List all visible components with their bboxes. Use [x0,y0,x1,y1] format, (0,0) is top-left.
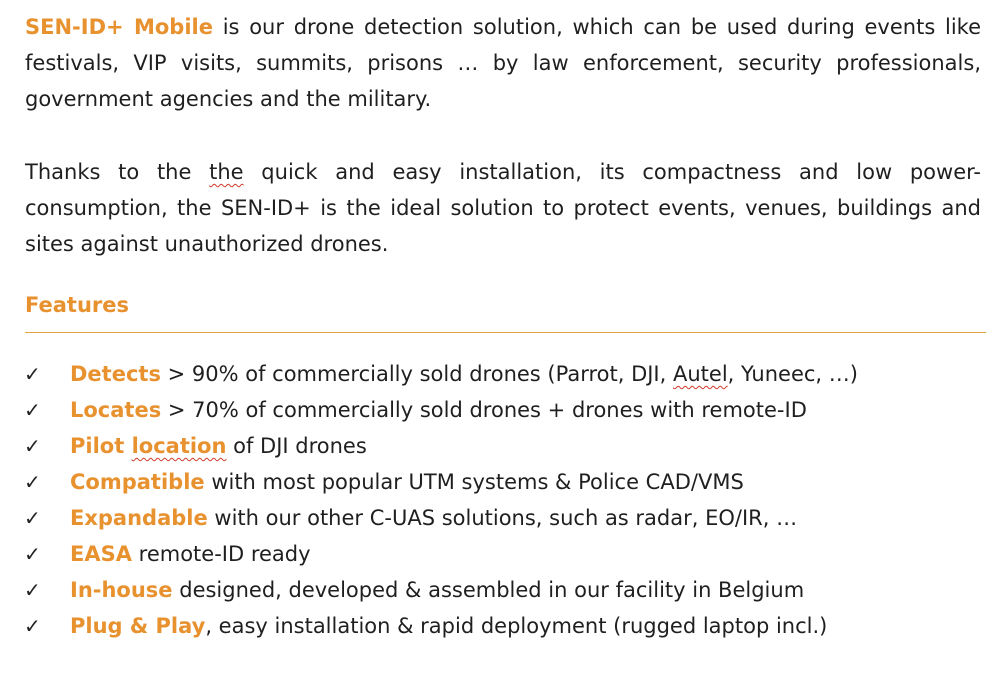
spellcheck-word-location[interactable]: location [131,434,227,458]
feature-text: with most popular UTM systems & Police CAD/VMS [204,470,744,494]
feature-item-pilot-location [24,428,858,464]
checkmark-icon: ✓ [24,506,41,530]
benefits-text-before: Thanks to [25,160,157,184]
features-divider [25,332,986,333]
benefits-text-the: the [156,160,210,184]
feature-text: designed, developed & assembled in our facility in Belgium [172,578,805,602]
spellcheck-word-autel[interactable]: Autel [672,362,728,386]
features-heading: Features [25,293,129,317]
product-name: SEN-ID+ Mobile [25,15,213,39]
feature-text: remote-ID ready [131,542,311,566]
feature-label: In-house [70,578,173,602]
checkmark-icon: ✓ [24,470,41,494]
feature-label: Plug & Play [70,614,206,638]
intro-text: is our drone detection solution, which can be used during events like festivals, VIP visits, summits, prisons … by law enforcement, security professionals, government agencies and the military. [25,15,981,111]
checkmark-icon: ✓ [24,542,41,566]
feature-item-plug-and-play [24,608,858,644]
features-list [24,356,858,644]
checkmark-icon: ✓ [24,578,41,602]
feature-label: EASA [70,542,132,566]
feature-item-detects [24,356,858,392]
feature-item-in-house [24,572,858,608]
feature-text: > 90% of commercially sold drones (Parrot, DJI, [160,362,673,386]
feature-text: > 70% of commercially sold drones + drones with remote-ID [161,398,807,422]
checkmark-icon: ✓ [24,398,41,422]
feature-item-compatible [24,464,858,500]
feature-label: Compatible [70,470,205,494]
feature-label: Pilot [70,434,132,458]
feature-label: Expandable [70,506,208,530]
feature-label: Locates [70,398,162,422]
feature-item-locates [24,392,858,428]
benefits-text-after: quick and easy installation, its compactness and low power-consumption, the SEN-ID+ is the ideal solution to protect events, venues, buildings and sites against unauthorized drones. [25,160,981,256]
benefits-paragraph [25,154,981,262]
intro-paragraph [25,9,981,117]
feature-label: Detects [70,362,161,386]
feature-text: with our other C-UAS solutions, such as radar, EO/IR, … [207,506,798,530]
spellcheck-duplicate-word[interactable]: the [209,160,244,184]
feature-item-expandable [24,500,858,536]
feature-text: , easy installation & rapid deployment (rugged laptop incl.) [205,614,828,638]
checkmark-icon: ✓ [24,614,41,638]
checkmark-icon: ✓ [24,434,41,458]
feature-text: , Yuneec, …) [727,362,858,386]
feature-text: of DJI drones [226,434,367,458]
checkmark-icon: ✓ [24,362,41,386]
feature-item-easa [24,536,858,572]
